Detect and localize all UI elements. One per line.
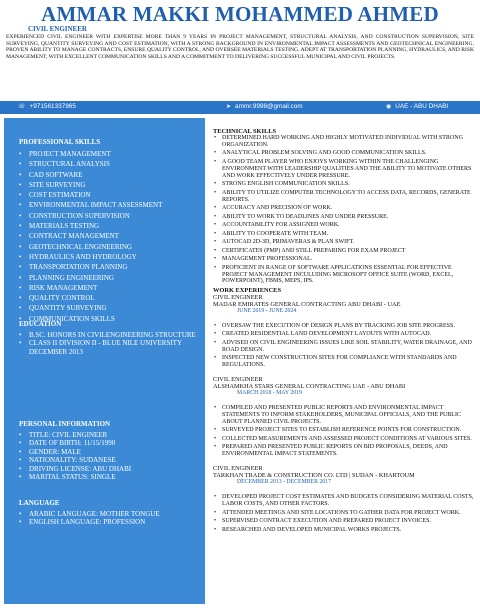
skill-item: • COMMUNICATION SKILLS <box>19 314 205 324</box>
personal-info-item: • TITLE: CIVIL ENGINEER <box>19 431 205 439</box>
technical-skill-item: • ACCOUNTABILITY FOR ASSIGNED WORK. <box>213 222 475 229</box>
education-item: • CLASS II DIVISION II - BLUE NILE UNIVERSITY DECEMBER 2013 <box>19 339 205 356</box>
jobs-list <box>213 294 475 534</box>
skill-item: • PLANNING ENGINEERING <box>19 273 205 283</box>
skill-item: • RISK MANAGEMENT <box>19 283 205 293</box>
location-text: UAE - ABU DHABI <box>395 103 449 110</box>
skill-item: • TRANSPORTATION PLANNING <box>19 262 205 272</box>
job-duties-list <box>213 323 475 369</box>
technical-skill-item: • AUTOCAD 2D-3D, PRIMAVERAS & PLAN SWIFT. <box>213 239 475 246</box>
job-entry <box>213 294 475 369</box>
job-role: CIVIL ENGINEER <box>213 465 263 473</box>
duty-item: • SUPERVISED CONTRACT EXECUTION AND PREPARED PROJECT INVOICES. <box>213 518 475 525</box>
skill-item: • QUANTITY SURVEYING <box>19 303 205 313</box>
skill-item: • CONSTRUCTION SUPERVISION <box>19 211 205 221</box>
paper-plane-icon: ➤ <box>226 104 232 110</box>
technical-skill-item: • ABILITY TO COOPERATE WITH TEAM. <box>213 231 475 238</box>
language-section <box>19 499 205 527</box>
duty-item: • SURVEYED PROJECT SITES TO ESTABLISH REFERENCE POINTS FOR CONSTRUCTION. <box>213 427 475 434</box>
phone-number: +971561337965 <box>29 103 76 110</box>
job-dates: DECEMBER 2013 - DECEMBER 2017 <box>237 479 332 486</box>
contact-phone[interactable] <box>18 103 76 110</box>
skill-item: • SITE SURVEYING <box>19 180 205 190</box>
job-entry <box>213 465 475 533</box>
technical-skill-item: • PROFICIENT IN RANGE OF SOFTWARE APPLICATIONS ESSENTIAL FOR EFFECTIVE PROJECT MANAGEMENT INCULUDING MICROSOFT OFFICE SUITE (WORD, EXCEL, POWERPOINT), FBMS, MEPS, IPS. <box>213 265 475 286</box>
personal-info-section <box>19 420 205 481</box>
job-dates: JUNE 2019 - JUNE 2024 <box>237 307 297 314</box>
technical-skills-heading: TECHNICAL SKILLS <box>213 128 277 135</box>
personal-info-item: • MARITAL STATUS: SINGLE <box>19 473 205 481</box>
technical-skill-item: • STRONG ENGLISH COMMUNICATION SKILLS. <box>213 181 475 188</box>
duty-item: • PREPARED AND PRESENTED PUBLIC REPORTS ON BID PROPOSALS, DEEDS, AND ENVIRONMENTAL IMPACT STATEMENTS. <box>213 444 475 458</box>
skill-item: • CAD SOFTWARE <box>19 170 205 180</box>
technical-skill-item: • ABILITY TO WORK TO DEADLINES AND UNDER PRESSURE. <box>213 214 475 221</box>
duty-item: • DEVELOPED PROJECT COST ESTIMATES AND BUDGETS CONSIDERING MATERIAL COSTS, LABOR COSTS, AND OTHER FACTORS. <box>213 494 475 508</box>
work-experience-heading: WORK EXPERIENCES <box>213 286 282 294</box>
personal-info-item: • DATE OF BIRTH: 11/15/1990 <box>19 439 205 447</box>
duty-item: • CREATED RESIDENTIAL LAND DEVELOPMENT LAYOUTS WITH AUTOCAD. <box>213 331 475 338</box>
skill-item: • ENVIRONMENTAL IMPACT ASSESSMENT <box>19 200 205 210</box>
job-company: TARKHAN TRADE & CONSTRUCTION CO. LTD | SUDAN - KHARTOUM <box>213 472 415 480</box>
education-item: • B.SC. HONORS IN CIVILENGINEERING STRUCTURE <box>19 331 205 339</box>
job-entry <box>213 376 475 458</box>
education-list <box>19 331 205 356</box>
technical-skill-item: • A GOOD TEAM PLAYER WHO ENJOYS WORKING WITHIN THE CHALLENGING ENVIRONMENT WITH LEADERSHIP QUALITIES AND THE ABILITY TO MOTIVATE OTHERS AND WORK EFFECTIVELY UNDER PRESSURE. <box>213 159 475 180</box>
section-heading: EDUCATION <box>19 320 62 328</box>
candidate-name: AMMAR MAKKI MOHAMMED AHMED <box>41 2 439 26</box>
contact-bar <box>0 101 480 114</box>
resume-header <box>0 0 480 99</box>
technical-skill-item: • ABILITY TO UTILIZE COMPUTER TECHNOLOGY TO ACCESS DATA, RECORDS, GENERATE REPORTS. <box>213 190 475 204</box>
email-address: ammr.9998@gmail.com <box>235 103 303 110</box>
technical-skill-item: • ACCURACY AND PRECISION OF WORK. <box>213 205 475 212</box>
duty-item: • ADVISED ON CIVIL ENGINEERING ISSUES LIKE SOIL STABILITY, WATER DRAINAGE, AND ROAD DESIGN. <box>213 340 475 354</box>
professional-skills-list <box>19 149 205 324</box>
skill-item: • HYDRAULICS AND HYDROLOGY <box>19 252 205 262</box>
skill-item: • GEOTECHNICAL ENGINEERING <box>19 242 205 252</box>
phone-icon: ☏ <box>18 104 26 110</box>
technical-skill-item: • MANAGEMENT PROFESSIONAL. <box>213 256 475 263</box>
technical-skill-item: • CERTIFICATES (PMP) AND STILL PREPARING FOR EXAM PROJECT <box>213 248 475 255</box>
skill-item: • QUALITY CONTROL <box>19 293 205 303</box>
duty-item: • RESEARCHED AND DEVELOPED MUNICIPAL WORKS PROJECTS. <box>213 527 475 534</box>
location-pin-icon: ◉ <box>386 104 392 110</box>
section-heading: PROFESSIONAL SKILLS <box>19 138 101 146</box>
job-title: CIVIL ENGINEER <box>28 25 87 33</box>
sidebar <box>4 118 205 604</box>
job-company: ALSHAMKHA STARS GENERAL CONTRACTING UAE - ABU DHABI <box>213 383 406 391</box>
education-section <box>19 320 205 356</box>
professional-summary: EXPERIENCED CIVIL ENGINEER WITH EXPERTISE MORE THAN 9 YEARS IN PROJECT MANAGEMENT, STRUCTURAL ANALYSIS, AND CONSTRUCTION SUPERVISION, SITE SURVEYING, QUANTITY SURVEYING AND COST ESTIMATION, WITH A STRONG BACKGROUND IN ENVIRONMENTAL IMPACT ASSESSMENTS AND GEOTECHNICAL ENGINEERING, PROVEN ABILITY TO MANAGE CONTRACTS, ENSURE QUALITY CONTROL, AND OVERSEE MATERIALS TESTING. ADEPT AT TRANSPORTATION PLANNING, HYDRAULICS, AND RISK MANAGEMENT, WITH EXCELLENT COMMUNICATION SKILLS AND A COMMITMENT TO DELIVERING SUCCESSFUL MUNICIPAL AND CIVIL PROJECTS. <box>6 34 474 60</box>
job-role: CIVIL ENGINEER <box>213 293 263 301</box>
section-heading: LANGUAGE <box>19 499 60 507</box>
duty-item: • OVERSAW THE EXECUTION OF DESIGN PLANS BY TRACKING JOB SITE PROGRESS. <box>213 323 475 330</box>
language-list <box>19 510 205 527</box>
technical-skill-item: • ANALYTICAL PROBLEM SOLVING AND GOOD COMMUNICATION SKILLS. <box>213 150 475 157</box>
job-duties-list <box>213 494 475 533</box>
job-role: CIVIL ENGINEER <box>213 376 263 384</box>
duty-item: • INSPECTED NEW CONSTRUCTION SITES FOR COMPLIANCE WITH STANDARDS AND REGULATIONS. <box>213 355 475 369</box>
personal-info-item: • NATIONALITY: SUDANESE <box>19 456 205 464</box>
duty-item: • ATTENDED MEETINGS AND SITE LOCATIONS TO GATHER DATA FOR PROJECT WORK. <box>213 510 475 517</box>
skill-item: • PROJECT MANAGEMENT <box>19 149 205 159</box>
professional-skills-section <box>19 138 205 324</box>
duty-item: • COMPILED AND PRESENTED PUBLIC REPORTS AND ENVIRONMENTAL IMPACT STATEMENTS TO INFORM STAKEHOLDERS, MUNICIPAL OFFICIALS, AND THE PUBLIC ABOUT PLANNED CIVIL PROJECTS. <box>213 405 475 426</box>
personal-info-item: • GENDER: MALE <box>19 448 205 456</box>
personal-info-item: • DRIVING LICENSE: ABU DHABI <box>19 465 205 473</box>
section-heading: PERSONAL INFORMATION <box>19 420 111 428</box>
skill-item: • CONTRACT MANAGEMENT <box>19 231 205 241</box>
job-dates: MARCH 2018 - MAY 2019 <box>237 390 302 397</box>
skill-item: • STRUCTURAL ANALYSIS <box>19 159 205 169</box>
language-item: • ENGLISH LANGUAGE: PROFESSION <box>19 518 205 526</box>
job-company: MADAR EMIRATES GENERAL CONTRACTING ABU DHABI - UAE <box>213 300 401 308</box>
job-duties-list <box>213 405 475 458</box>
contact-email[interactable] <box>226 103 303 110</box>
skill-item: • COST ESTIMATION <box>19 190 205 200</box>
technical-skill-item: • DETERMINED HARD WORKING AND HIGHLY MOTIVATED INDIVIDUAL WITH STRONG ORGANIZATION. <box>213 135 475 149</box>
personal-info-list <box>19 431 205 481</box>
duty-item: • COLLECTED MEASUREMENTS AND ASSESSED PROJECT CONDITIONS AT VARIOUS SITES. <box>213 436 475 443</box>
technical-skills-list <box>213 135 475 285</box>
skill-item: • MATERIALS TESTING <box>19 221 205 231</box>
contact-location <box>386 103 448 110</box>
main-column <box>213 128 475 541</box>
language-item: • ARABIC LANGUAGE: MOTHER TONGUE <box>19 510 205 518</box>
